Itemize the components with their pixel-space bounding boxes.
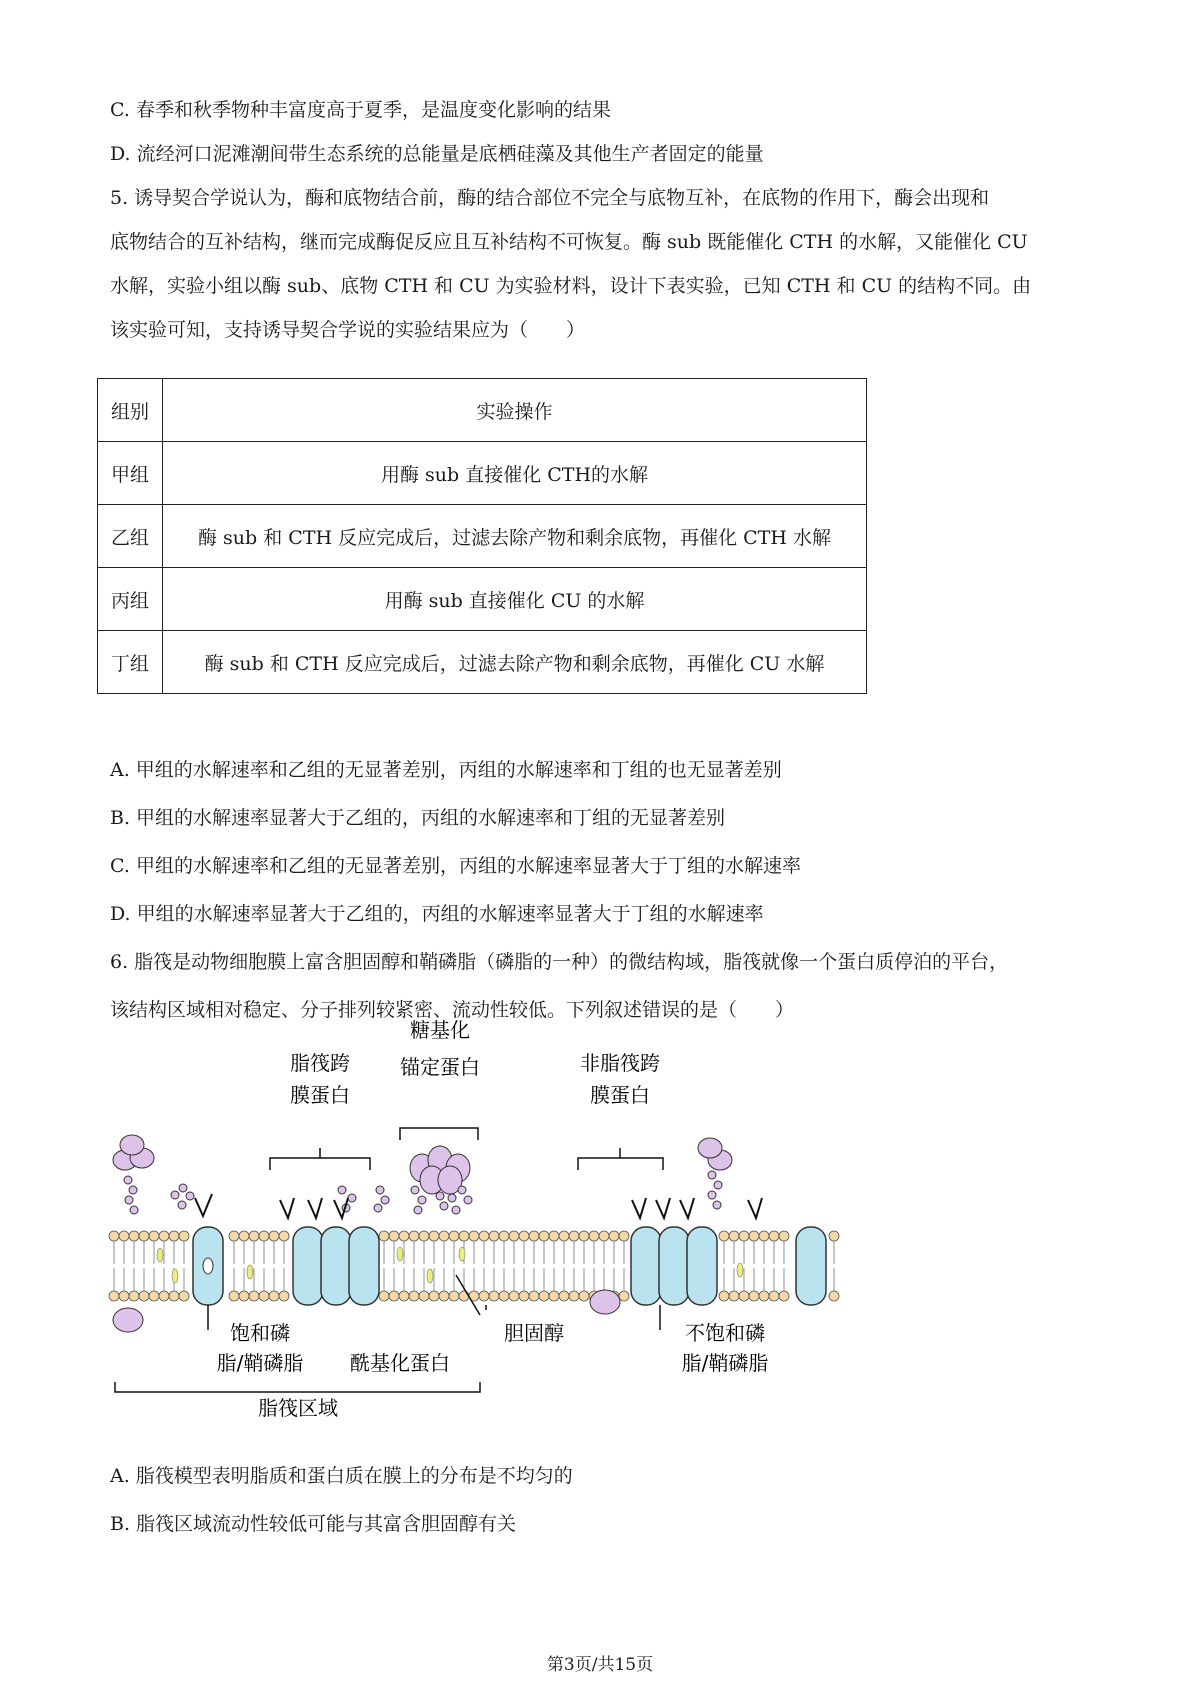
table-row <box>98 568 867 631</box>
lipid-head <box>239 1291 249 1301</box>
label-cholesterol: 胆固醇 <box>504 1321 564 1345</box>
lipid-head <box>759 1291 769 1301</box>
lipid-head <box>119 1291 129 1301</box>
label-acylated-protein: 酰基化蛋白 <box>350 1351 450 1375</box>
lipid-head <box>129 1231 139 1241</box>
lipid-head <box>419 1291 429 1301</box>
lipid-head <box>409 1231 419 1241</box>
cholesterol-molecule <box>172 1269 178 1283</box>
option-c-q5: C. 甲组的水解速率和乙组的无显著差别，丙组的水解速率显著大于丁组的水解速率 <box>110 855 801 877</box>
q5-stem-line4: 该实验可知，支持诱导契合学说的实验结果应为（ ） <box>110 319 586 341</box>
lipid-head <box>739 1291 749 1301</box>
lipid-head <box>779 1231 789 1241</box>
experiment-table <box>97 378 867 694</box>
label-saturated-line2: 脂/鞘磷脂 <box>216 1351 304 1375</box>
option-c-q4: C. 春季和秋季物种丰富度高于夏季，是温度变化影响的结果 <box>110 99 611 121</box>
lipid-head <box>139 1231 149 1241</box>
lipid-head <box>749 1231 759 1241</box>
page-footer: 第3页/共15页 <box>546 1655 654 1675</box>
lipid-head <box>119 1231 129 1241</box>
row-group: 丁组 <box>98 631 163 694</box>
label-unsaturated-line2: 脂/鞘磷脂 <box>681 1351 769 1375</box>
lipid-head <box>719 1291 729 1301</box>
lipid-head <box>399 1291 409 1301</box>
label-raft-region: 脂筏区域 <box>258 1396 338 1420</box>
q6-stem-line2: 该结构区域相对稳定、分子排列较紧密、流动性较低。下列叙述错误的是（ ） <box>110 999 795 1021</box>
option-a-q6: A. 脂筏模型表明脂质和蛋白质在膜上的分布是不均匀的 <box>110 1465 573 1487</box>
lipid-head <box>509 1231 519 1241</box>
label-raft-tm-line2: 膜蛋白 <box>290 1083 350 1107</box>
lipid-head <box>419 1231 429 1241</box>
lipid-head <box>589 1231 599 1241</box>
label-gpi-line1: 糖基化 <box>410 1018 470 1042</box>
lipid-head <box>769 1231 779 1241</box>
lipid-head <box>379 1291 389 1301</box>
lipid-head <box>829 1231 839 1241</box>
lipid-head <box>399 1231 409 1241</box>
lipid-head <box>129 1291 139 1301</box>
lipid-head <box>389 1291 399 1301</box>
lipid-head <box>569 1231 579 1241</box>
lipid-head <box>729 1291 739 1301</box>
row-op: 用酶 sub 直接催化 CTH的水解 <box>163 442 867 505</box>
lipid-head <box>759 1231 769 1241</box>
lipid-head <box>829 1291 839 1301</box>
cholesterol-molecule <box>397 1247 403 1261</box>
q5-stem-line1: 5. 诱导契合学说认为，酶和底物结合前，酶的结合部位不完全与底物互补，在底物的作用下，酶会出现和 <box>110 187 990 209</box>
lipid-head <box>569 1291 579 1301</box>
lipid-head <box>249 1231 259 1241</box>
lipid-head <box>279 1231 289 1241</box>
cholesterol-molecule <box>157 1248 163 1262</box>
lipid-head <box>749 1291 759 1301</box>
lipid-head <box>529 1231 539 1241</box>
lipid-head <box>449 1291 459 1301</box>
lipid-head <box>149 1231 159 1241</box>
label-nonraft-tm-line1: 非脂筏跨 <box>580 1051 660 1075</box>
lipid-head <box>229 1231 239 1241</box>
row-group: 甲组 <box>98 442 163 505</box>
table-row <box>98 505 867 568</box>
lipid-head <box>579 1231 589 1241</box>
row-group: 丙组 <box>98 568 163 631</box>
lipid-head <box>269 1231 279 1241</box>
option-d-q5: D. 甲组的水解速率显著大于乙组的，丙组的水解速率显著大于丁组的水解速率 <box>110 903 764 925</box>
q6-stem-line1: 6. 脂筏是动物细胞膜上富含胆固醇和鞘磷脂（磷脂的一种）的微结构域，脂筏就像一个蛋白质停泊的平台， <box>110 951 1009 973</box>
lipid-head <box>559 1231 569 1241</box>
lipid-head <box>239 1231 249 1241</box>
lipid-head <box>539 1231 549 1241</box>
label-saturated-line1: 饱和磷 <box>230 1321 290 1345</box>
lipid-head <box>409 1291 419 1301</box>
lipid-head <box>489 1291 499 1301</box>
arrow-markers <box>195 1194 762 1218</box>
cholesterol-molecule <box>247 1265 253 1279</box>
lipid-head <box>269 1291 279 1301</box>
lipid-head <box>619 1291 629 1301</box>
lipid-head <box>529 1291 539 1301</box>
lipid-head <box>259 1231 269 1241</box>
lipid-head <box>549 1291 559 1301</box>
label-unsaturated-line1: 不饱和磷 <box>685 1321 765 1345</box>
lipid-head <box>249 1291 259 1301</box>
lipid-head <box>779 1291 789 1301</box>
lipid-raft-diagram <box>100 1018 860 1420</box>
cholesterol-molecule <box>459 1247 465 1261</box>
lipid-head <box>169 1291 179 1301</box>
cholesterol-molecule <box>737 1263 743 1277</box>
label-gpi-line2: 锚定蛋白 <box>400 1055 480 1079</box>
header-group: 组别 <box>98 379 163 442</box>
lipid-head <box>149 1291 159 1301</box>
lipid-head <box>169 1231 179 1241</box>
lipid-head <box>479 1231 489 1241</box>
lipid-head <box>109 1231 119 1241</box>
row-op: 酶 sub 和 CTH 反应完成后，过滤去除产物和剩余底物，再催化 CTH 水解 <box>163 505 867 568</box>
table-header-row <box>98 379 867 442</box>
glycosylation-chains <box>113 1135 732 1214</box>
lipid-head <box>479 1291 489 1301</box>
lipid-head <box>389 1231 399 1241</box>
lipid-head <box>619 1231 629 1241</box>
lipid-head <box>229 1291 239 1301</box>
row-group: 乙组 <box>98 505 163 568</box>
q5-stem-line3: 水解，实验小组以酶 sub、底物 CTH 和 CU 为实验材料，设计下表实验，已知 CTH 和 CU 的结构不同。由 <box>110 275 1032 297</box>
lipid-head <box>439 1291 449 1301</box>
lipid-head <box>499 1231 509 1241</box>
option-d-q4: D. 流经河口泥滩潮间带生态系统的总能量是底栖硅藻及其他生产者固定的能量 <box>110 143 764 165</box>
lipid-head <box>519 1291 529 1301</box>
lipid-head <box>729 1231 739 1241</box>
table-row <box>98 442 867 505</box>
lipid-head <box>549 1231 559 1241</box>
lipid-head <box>279 1291 289 1301</box>
lipid-head <box>719 1231 729 1241</box>
lipid-head <box>429 1231 439 1241</box>
lipid-head <box>179 1231 189 1241</box>
lipid-head <box>499 1291 509 1301</box>
q5-stem-line2: 底物结合的互补结构，继而完成酶促反应且互补结构不可恢复。酶 sub 既能催化 CTH 的水解，又能催化 CU <box>110 231 1028 253</box>
lipid-head <box>429 1291 439 1301</box>
header-op: 实验操作 <box>163 379 867 442</box>
lipid-head <box>139 1291 149 1301</box>
lipid-head <box>379 1231 389 1241</box>
table-row <box>98 631 867 694</box>
lipid-head <box>459 1231 469 1241</box>
row-op: 酶 sub 和 CTH 反应完成后，过滤去除产物和剩余底物，再催化 CU 水解 <box>163 631 867 694</box>
option-b-q5: B. 甲组的水解速率显著大于乙组的，丙组的水解速率和丁组的无显著差别 <box>110 807 726 829</box>
lipid-head <box>489 1231 499 1241</box>
lipid-head <box>609 1231 619 1241</box>
lipid-head <box>179 1291 189 1301</box>
cholesterol-molecule <box>427 1269 433 1283</box>
lipid-head <box>109 1291 119 1301</box>
lipid-head <box>259 1291 269 1301</box>
lipid-head <box>509 1291 519 1301</box>
label-nonraft-tm-line2: 膜蛋白 <box>590 1083 650 1107</box>
lipid-head <box>459 1291 469 1301</box>
lipid-head <box>449 1231 459 1241</box>
row-op: 用酶 sub 直接催化 CU 的水解 <box>163 568 867 631</box>
lipid-head <box>769 1291 779 1301</box>
lipid-head <box>559 1291 569 1301</box>
lipid-head <box>159 1231 169 1241</box>
lipid-head <box>519 1231 529 1241</box>
lipid-head <box>739 1231 749 1241</box>
lipid-head <box>159 1291 169 1301</box>
label-raft-tm-line1: 脂筏跨 <box>290 1051 350 1075</box>
lipid-head <box>439 1231 449 1241</box>
lipid-head <box>539 1291 549 1301</box>
option-b-q6: B. 脂筏区域流动性较低可能与其富含胆固醇有关 <box>110 1513 517 1535</box>
option-a-q5: A. 甲组的水解速率和乙组的无显著差别，丙组的水解速率和丁组的也无显著差别 <box>110 759 782 781</box>
lipid-head <box>599 1231 609 1241</box>
lipid-head <box>579 1291 589 1301</box>
lipid-head <box>469 1231 479 1241</box>
